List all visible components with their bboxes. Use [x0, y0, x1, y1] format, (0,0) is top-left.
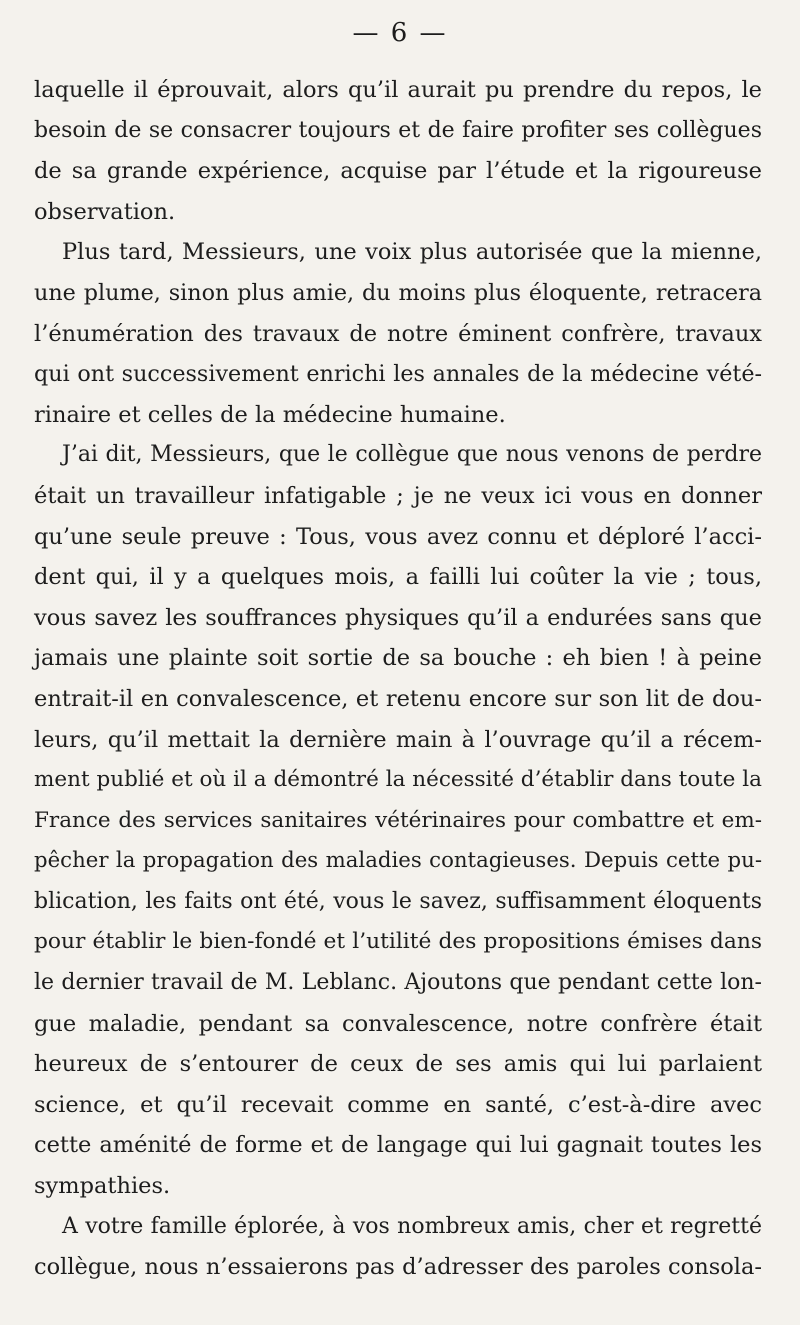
text-line: science, et qu’il recevait comme en santé, c’est-à-dire avec	[34, 1091, 762, 1118]
text-line: vous savez les souffrances physiques qu’il a endurées sans que	[34, 604, 762, 631]
text-line: besoin de se consacrer toujours et de faire profiter ses collègues	[34, 117, 762, 143]
text-line: dent qui, il y a quelques mois, a failli lui coûter la vie ; tous,	[34, 564, 762, 591]
text-line: qui ont successivement enrichi les annales de la médecine vété-	[34, 361, 762, 388]
text-line: sympathies.	[34, 1173, 171, 1200]
text-line: ment publié et où il a démontré la nécessité d’établir dans toute la	[34, 767, 762, 793]
text-line: de sa grande expérience, acquise par l’étude et la rigoureuse	[34, 158, 762, 185]
text-line: collègue, nous n’essaierons pas d’adresser des paroles consola-	[34, 1254, 762, 1281]
text-line: l’énumération des travaux de notre éminent confrère, travaux	[34, 320, 762, 347]
text-line: pêcher la propagation des maladies contagieuses. Depuis cette pu-	[34, 848, 762, 874]
text-line: entrait-il en convalescence, et retenu encore sur son lit de dou-	[34, 685, 762, 712]
page-number: — 6 —	[352, 18, 448, 48]
text-line: blication, les faits ont été, vous le savez, suffisamment éloquents	[34, 888, 762, 914]
text-line: observation.	[34, 198, 176, 225]
text-line: cette aménité de forme et de langage qui lui gagnait toutes les	[34, 1132, 762, 1159]
text-line: heureux de s’entourer de ceux de ses amis qui lui parlaient	[34, 1051, 762, 1078]
text-line: A votre famille éplorée, à vos nombreux amis, cher et regretté	[62, 1213, 762, 1239]
paragraph	[34, 435, 762, 1206]
text-line: leurs, qu’il mettait la dernière main à l’ouvrage qu’il a récem-	[34, 726, 762, 753]
text-line: J’ai dit, Messieurs, que le collègue que nous venons de perdre	[62, 442, 762, 468]
paragraph	[34, 232, 762, 435]
text-line: une plume, sinon plus amie, du moins plus éloquente, retracera	[34, 279, 762, 306]
text-line: France des services sanitaires vétérinaires pour combattre et em-	[34, 807, 762, 833]
text-line: qu’une seule preuve : Tous, vous avez connu et déploré l’acci-	[34, 523, 762, 550]
text-line: gue maladie, pendant sa convalescence, notre confrère était	[34, 1010, 762, 1037]
paragraph	[34, 1207, 762, 1288]
text-line: le dernier travail de M. Leblanc. Ajoutons que pendant cette lon-	[34, 970, 762, 996]
text-line: était un travailleur infatigable ; je ne veux ici vous en donner	[34, 482, 762, 509]
text-line: rinaire et celles de la médecine humaine.	[34, 401, 506, 428]
paragraph	[34, 70, 762, 232]
text-line: Plus tard, Messieurs, une voix plus autorisée que la mienne,	[62, 239, 762, 266]
body-text	[34, 70, 762, 1288]
text-line: jamais une plainte soit sortie de sa bouche : eh bien ! à peine	[34, 645, 762, 672]
text-line: laquelle il éprouvait, alors qu’il aurait pu prendre du repos, le	[34, 77, 762, 103]
text-line: pour établir le bien-fondé et l’utilité des propositions émises dans	[34, 929, 762, 955]
